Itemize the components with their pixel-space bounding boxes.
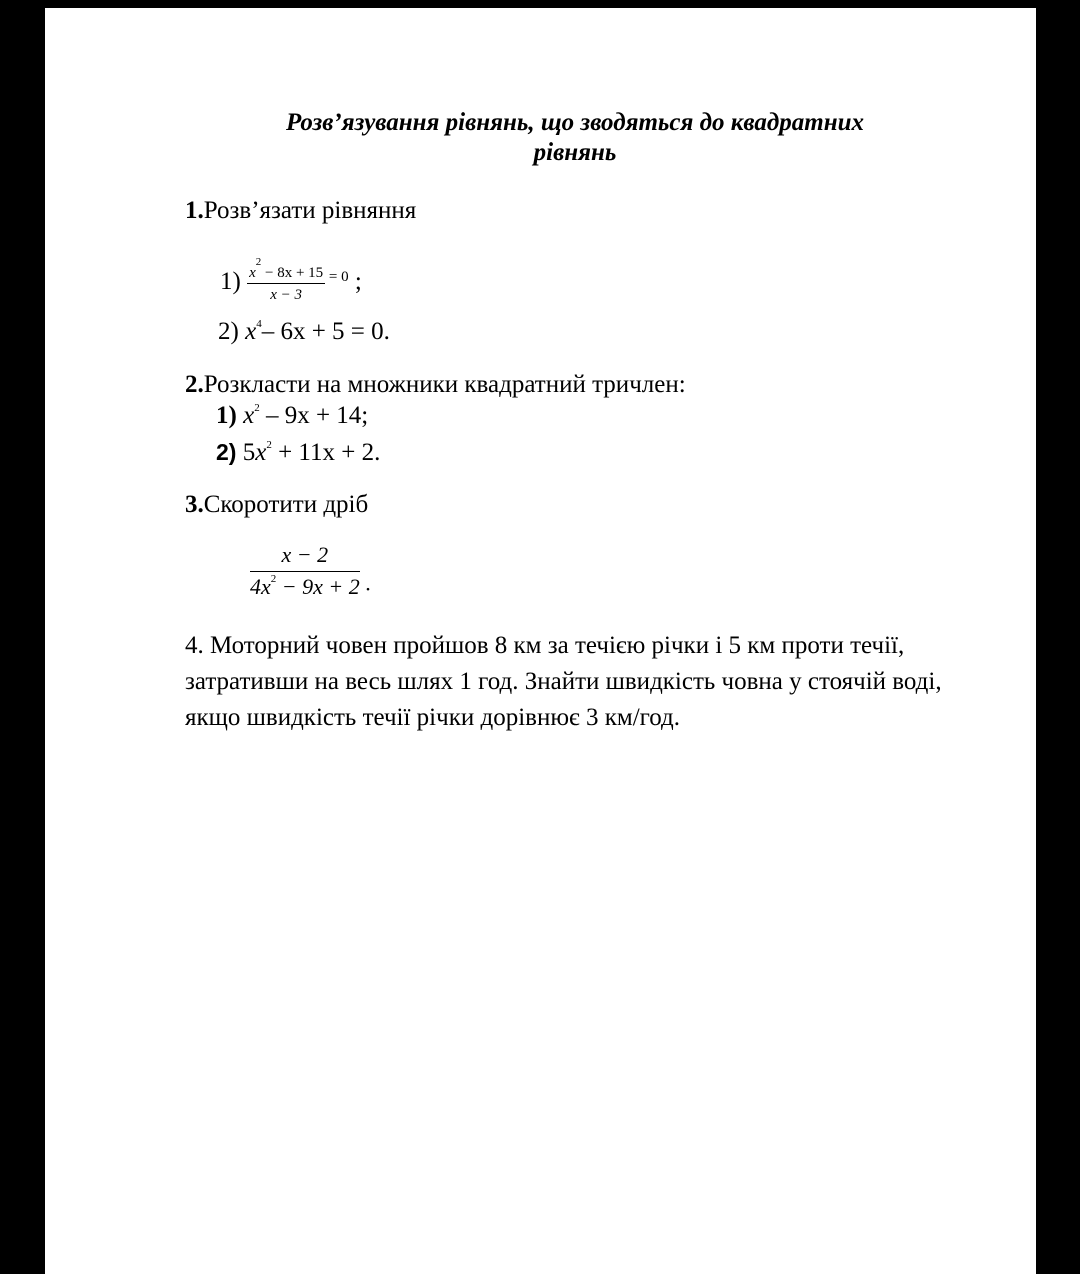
fraction-numerator: x − 2 <box>281 542 329 567</box>
task-1-heading <box>185 196 416 226</box>
title-line-2: рівнянь <box>533 139 617 166</box>
var-x: x <box>243 402 255 429</box>
task-1-number: 1. <box>185 197 204 224</box>
exponent: 2 <box>266 439 272 451</box>
task-3-fraction-line <box>250 542 371 600</box>
coefficient: 5 <box>242 439 256 466</box>
task-3-fraction <box>250 542 360 600</box>
task-1-item-1-label: 1) <box>220 268 241 295</box>
task-2-text: Розкласти на множники квадратний тричлен: <box>203 371 686 398</box>
task-2-item-2-rest: + 11x + 2. <box>271 439 381 466</box>
period: . <box>359 570 371 596</box>
task-3-text: Скоротити дріб <box>203 491 369 518</box>
task-2-item-1 <box>216 401 368 431</box>
exponent: 2 <box>254 402 260 414</box>
var-x: x <box>245 318 257 345</box>
exponent: 4 <box>256 318 262 330</box>
task-2-item-2-label: 2) <box>216 439 237 465</box>
title-line-1: Розв’язування рівнянь, що зводяться до квадратних <box>285 109 865 136</box>
task-2-item-1-rest: – 9x + 14; <box>259 402 369 429</box>
task-2-item-2 <box>216 437 380 468</box>
task-2-item-1-label: 1) <box>216 402 237 429</box>
document-page <box>45 8 1036 1274</box>
task-2-heading <box>185 370 686 400</box>
page-title <box>0 108 1080 168</box>
task-1-item-1-fraction <box>247 256 325 304</box>
task-4-paragraph: 4. Моторний човен пройшов 8 км за течією річки і 5 км проти течії, затративши на весь шлях 1 год. Знайти швидкість човна у стоячій воді, якщо швидкість течії річки дорівнює 3 км/год. <box>185 632 942 731</box>
task-1-text: Розв’язати рівняння <box>203 197 417 224</box>
task-3-number: 3. <box>185 491 204 518</box>
var-x: x <box>255 439 267 466</box>
task-1-item-2-rest: – 6x + 5 = 0. <box>261 318 390 345</box>
task-1-item-2 <box>218 317 390 347</box>
task-1-item-1 <box>220 252 362 307</box>
fraction-denominator: x − 3 <box>270 287 303 304</box>
task-2-number: 2. <box>185 371 204 398</box>
fraction-denominator: $4x^2 - 9x + 2$ <box>250 573 360 599</box>
task-3-heading <box>185 490 368 520</box>
task-1-item-2-label: 2) <box>218 318 246 345</box>
equals-zero: = 0 <box>325 269 349 285</box>
fraction-numerator: $x^2 - 8x + 15$ <box>249 256 324 282</box>
semicolon: ; <box>348 268 362 295</box>
